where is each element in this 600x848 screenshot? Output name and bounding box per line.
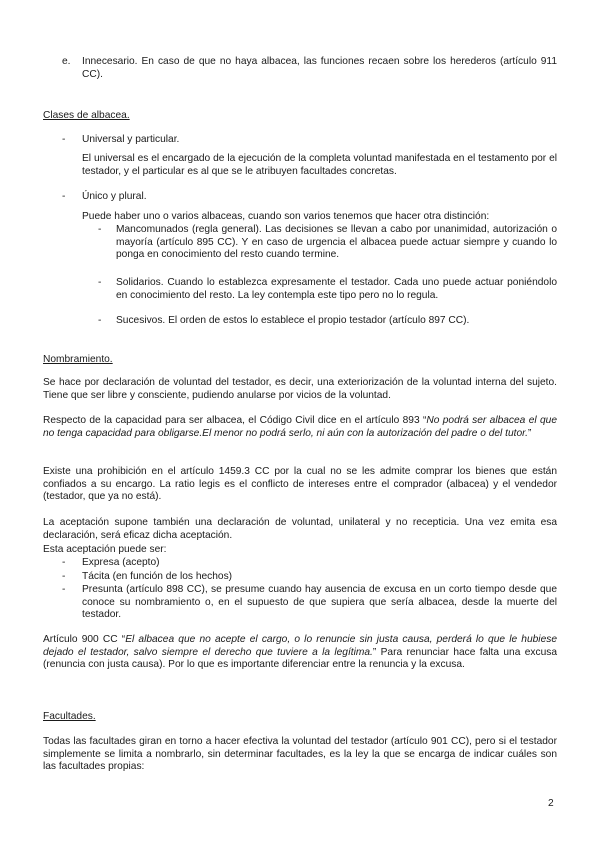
legal-quote: No podrá ser albacea el que no tenga capacidad para obligarse.El menor no podrá serlo, ni aún con la autorización del padre o del tutor. xyxy=(43,415,557,439)
page-number: 2 xyxy=(548,798,554,809)
list-item-text: Tácita (en función de los hechos) xyxy=(82,571,233,582)
list-marker: - xyxy=(98,277,102,288)
section-heading-facultades: Facultades. xyxy=(43,711,96,722)
paragraph-articulo-900 xyxy=(43,634,557,672)
section-heading-clases: Clases de albacea. xyxy=(43,110,130,121)
list-marker: - xyxy=(62,557,66,568)
paragraph-capacidad xyxy=(43,415,557,440)
sublist-item-text: Sucesivos. El orden de estos lo establece el propio testador (artículo 897 CC). xyxy=(116,315,470,326)
list-marker: - xyxy=(98,315,102,326)
paragraph: Esta aceptación puede ser: xyxy=(43,544,167,555)
list-marker: - xyxy=(98,224,102,235)
sublist-item-text: Mancomunados (regla general). Las decisiones se llevan a cabo por unanimidad, autorización o mayoría (artículo 895 CC). Y en caso de urgencia el albacea puede actuar siempre y cuando lo ponga en conocimiento del resto cuando termine. xyxy=(116,224,557,261)
list-marker: - xyxy=(62,571,66,582)
paragraph-lead: Artículo 900 CC “ xyxy=(43,634,126,645)
paragraph: Se hace por declaración de voluntad del testador, es decir, una exteriorización de la voluntad interna del sujeto. Tiene que ser libre y consciente, pudiendo anularse por vicios de la voluntad. xyxy=(43,377,557,401)
paragraph-lead: Respecto de la capacidad para ser albacea, el Código Civil dice en el artículo 893 “ xyxy=(43,415,427,426)
list-item-text: Puede haber uno o varios albaceas, cuando son varios tenemos que hacer otra distinción: xyxy=(82,211,490,222)
list-item-title: Único y plural. xyxy=(82,191,147,202)
paragraph: Todas las facultades giran en torno a hacer efectiva la voluntad del testador (artículo 901 CC), pero si el testador simplemente se limita a nombrarlo, sin determinar facultades, es la ley la que se encarga de indicar cuáles son las facultades propias: xyxy=(43,736,557,773)
paragraph-end: ” xyxy=(527,427,532,439)
list-item-text: El universal es el encargado de la ejecución de la completa voluntad manifestada en el testamento por el testador, y el particular es al que se le atribuyen facultades concretas. xyxy=(82,153,557,177)
list-item-text: Innecesario. En caso de que no haya albacea, las funciones recaen sobre los herederos (artículo 911 CC). xyxy=(82,56,557,80)
list-item-text: Presunta (artículo 898 CC), se presume cuando hay ausencia de excusa en un corto tiempo desde que conoce su nombramiento o, en el supuesto de que supiera que sería albacea, desde la muerte del testador. xyxy=(82,584,557,621)
list-item-title: Universal y particular. xyxy=(82,134,180,145)
sublist-item-text: Solidarios. Cuando lo establezca expresamente el testador. Cada uno puede actuar poniéndolo en conocimiento del resto. La ley contempla este tipo pero no lo regula. xyxy=(116,277,557,301)
list-marker: - xyxy=(62,134,66,145)
paragraph: La aceptación supone también una declaración de voluntad, unilateral y no recepticia. Una vez emita esa declaración, será eficaz dicha aceptación. xyxy=(43,517,557,541)
section-heading-nombramiento: Nombramiento. xyxy=(43,354,113,365)
list-marker: e. xyxy=(62,56,71,67)
paragraph: Existe una prohibición en el artículo 1459.3 CC por la cual no se les admite comprar los bienes que están confiados a su encargo. La ratio legis es el conflicto de intereses entre el comprador (albacea) y el vendedor (testador, que ya no está). xyxy=(43,466,557,503)
list-item-universal xyxy=(62,134,557,182)
list-item-text: Expresa (acepto) xyxy=(82,557,160,568)
list-marker: - xyxy=(62,584,66,595)
legal-quote: El albacea que no acepte el cargo, o lo renuncie sin justa causa, perderá lo que le hubiese dejado el testador, salvo siempre el derecho que tuviere a la legítima. xyxy=(43,634,557,658)
list-marker: - xyxy=(62,191,66,202)
paragraph-end: ” Para renunciar hace falta una excusa (renuncia con justa causa). Por lo que es importante diferenciar entre la renuncia y la excusa. xyxy=(43,646,557,671)
